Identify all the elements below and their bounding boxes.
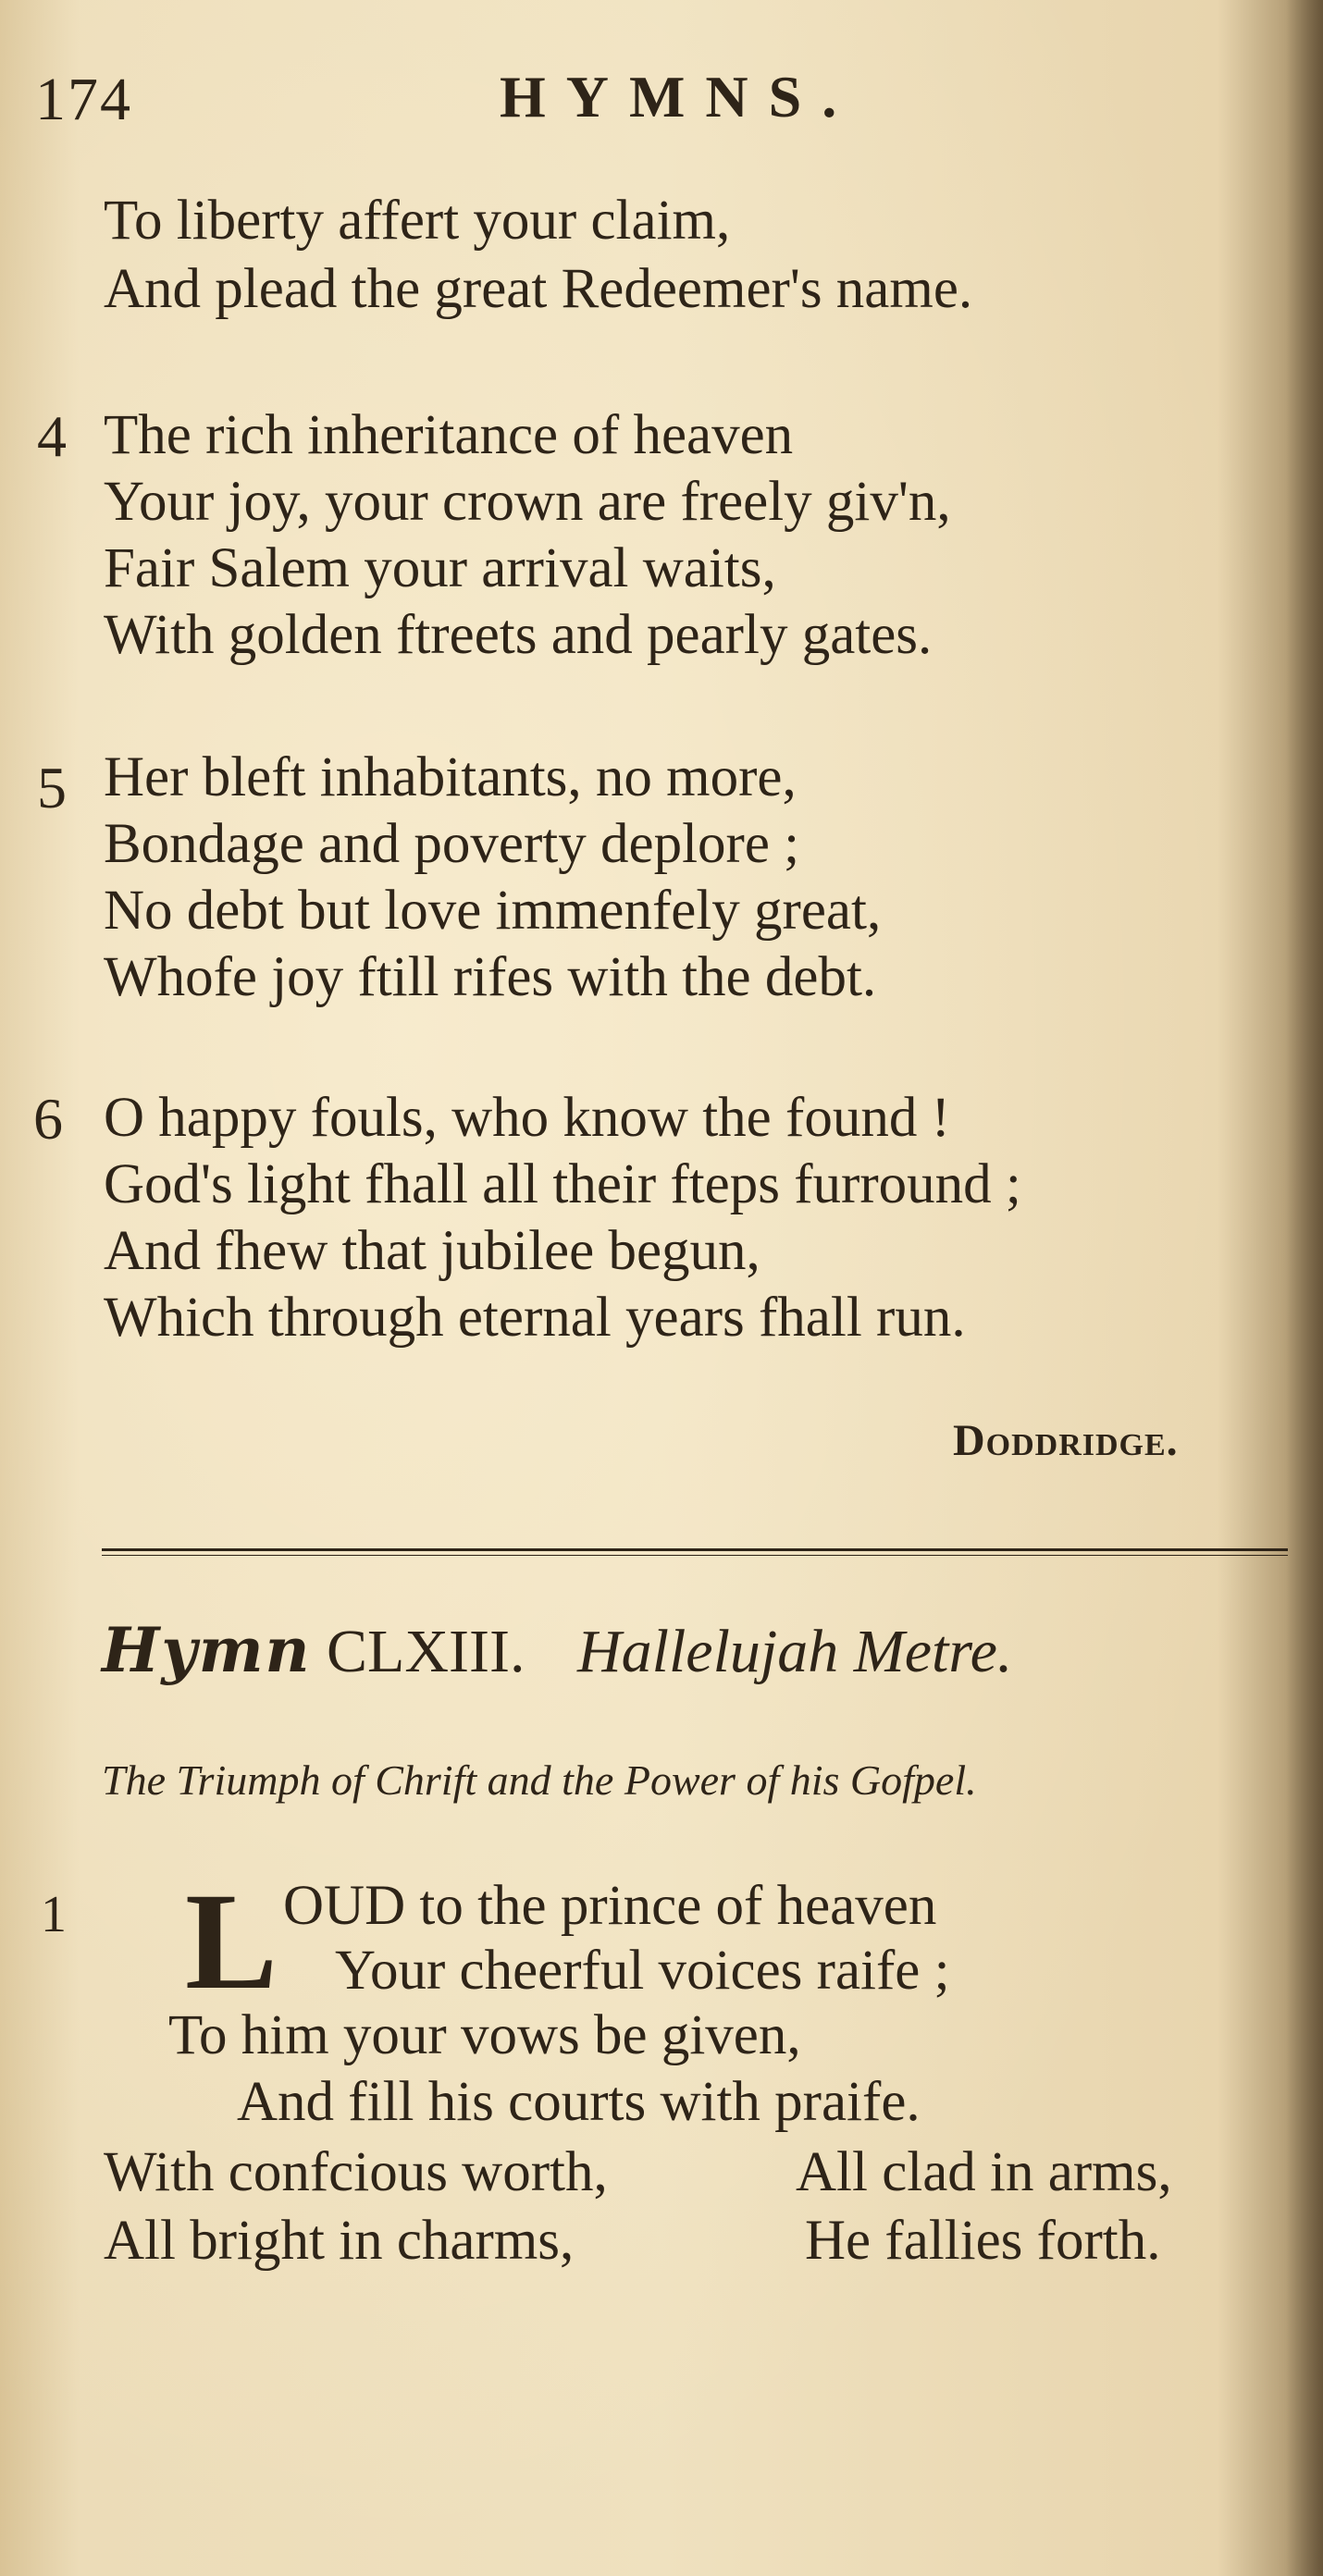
verse-line: And fill his courts with praife. [237, 2071, 921, 2133]
hymn-word: Hymn [102, 1614, 312, 1686]
verse-line: No debt but love immenfely great, [104, 880, 882, 942]
verse-line: Her bleft inhabitants, no more, [104, 746, 797, 808]
verse-line: Your cheerful voices raife ; [335, 1940, 950, 2002]
verse-line: To liberty affert your claim, [104, 190, 731, 252]
author-attribution: Doddridge. [953, 1416, 1179, 1465]
verse-number: 4 [37, 403, 67, 469]
verse-number: 1 [41, 1886, 67, 1943]
page-number: 174 [35, 66, 132, 133]
verse-line: He fallies forth. [805, 2210, 1161, 2272]
verse-number: 5 [37, 755, 67, 820]
hymn-meter: Hallelujah Metre. [576, 1618, 1013, 1685]
verse-line: God's light fhall all their fteps furround ; [104, 1153, 1021, 1215]
verse-line: OUD to the prince of heaven [283, 1875, 937, 1937]
page-edge-shadow [1286, 0, 1323, 2576]
section-rule-thin [102, 1555, 1288, 1556]
verse-line: All clad in arms, [796, 2141, 1172, 2203]
verse-line: To him your vows be given, [168, 2004, 801, 2066]
verse-line: Your joy, your crown are freely giv'n, [104, 471, 951, 533]
verse-line: Bondage and poverty deplore ; [104, 813, 800, 875]
verse-line: With confcious worth, [104, 2141, 608, 2203]
hymn-numeral: CLXIII. [327, 1618, 525, 1685]
page-header [0, 55, 1323, 139]
drop-cap: L [185, 1865, 278, 2018]
hymn-subtitle: The Triumph of Chrift and the Power of his Gofpel. [102, 1756, 977, 1804]
verse-line: Whofe joy ftill rifes with the debt. [104, 946, 877, 1008]
verse-line: With golden ftreets and pearly gates. [104, 604, 933, 666]
verse-line: All bright in charms, [104, 2210, 575, 2272]
verse-line: Fair Salem your arrival waits, [104, 537, 776, 599]
verse-line: O happy fouls, who know the found ! [104, 1087, 950, 1149]
verse-line: Which through eternal years fhall run. [104, 1287, 966, 1349]
hymn-heading [102, 1614, 1012, 1687]
verse-line: And plead the great Redeemer's name. [104, 258, 973, 320]
verse-number: 6 [33, 1086, 63, 1152]
verse-line: The rich inheritance of heaven [104, 404, 794, 466]
running-head: HYMNS. [500, 64, 858, 129]
section-rule [102, 1548, 1288, 1551]
verse-line: And fhew that jubilee begun, [104, 1220, 760, 1282]
